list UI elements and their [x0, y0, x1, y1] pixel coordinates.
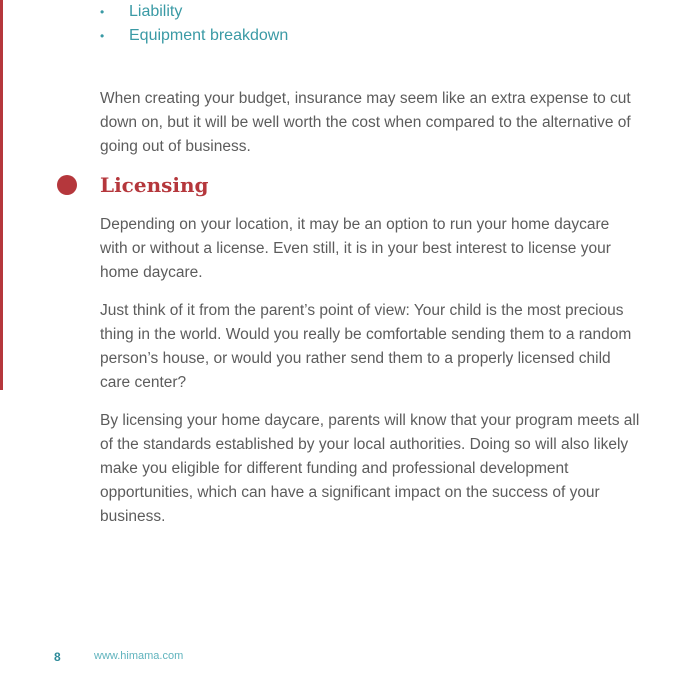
- section-marker-icon: [57, 175, 77, 195]
- page-number: 8: [54, 650, 61, 664]
- licensing-paragraph-2: Just think of it from the parent’s point of view: Your child is the most precious thing in the world. Would you really be comfortable sending them to a random person’s house, or would you rather send them to a properly licensed child care center?: [100, 302, 632, 391]
- section-heading: Licensing: [100, 173, 209, 197]
- bullet-list: [100, 0, 288, 48]
- licensing-paragraph-3: By licensing your home daycare, parents will know that your program meets all of the standards established by your local authorities. Doing so will also likely make you eligible for different funding and professional development opportunities, which can have a significant impact on the success of your business.: [100, 412, 640, 525]
- licensing-paragraph-1: Depending on your location, it may be an option to run your home daycare with or without a license. Even still, it is in your best interest to license your home daycare.: [100, 216, 611, 281]
- list-item-label: Liability: [129, 3, 183, 20]
- list-item-label: Equipment breakdown: [129, 27, 289, 44]
- list-item: [100, 24, 288, 48]
- left-accent-rule: [0, 0, 3, 390]
- bullet-icon: •: [100, 29, 105, 43]
- footer-url-link[interactable]: www.himama.com: [94, 650, 184, 662]
- insurance-paragraph: When creating your budget, insurance may seem like an extra expense to cut down on, but it will be well worth the cost when compared to the alternative of going out of business.: [100, 90, 631, 155]
- bullet-icon: •: [100, 5, 105, 19]
- list-item: [100, 0, 288, 24]
